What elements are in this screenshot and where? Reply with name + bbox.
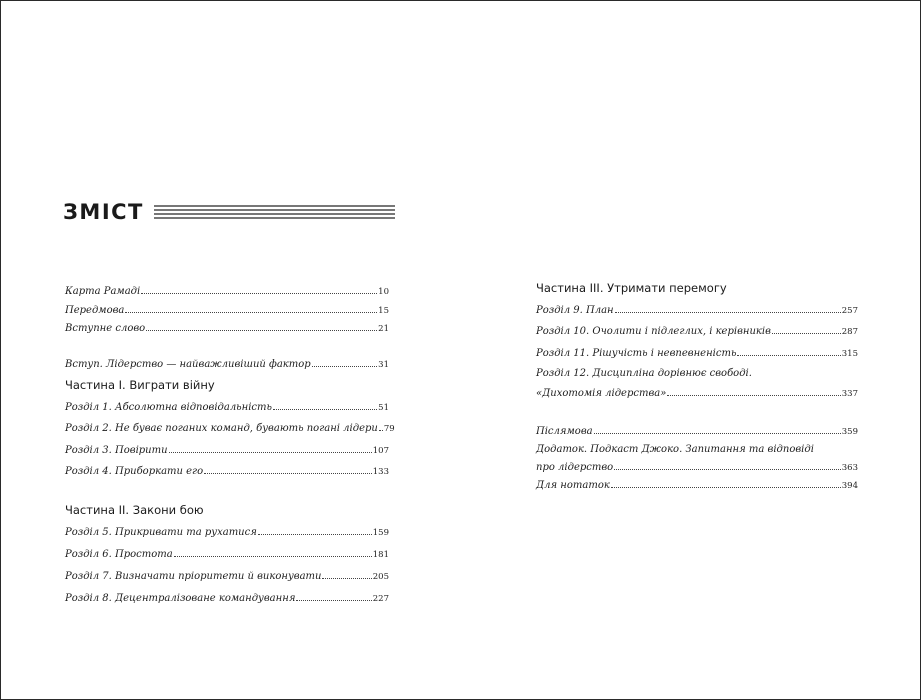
toc-entry-chapter-4[interactable]: Розділ 4. Приборкати его 133: [65, 466, 389, 477]
toc-entry-appendix-title[interactable]: Додаток. Подкаст Джоко. Запитання та відповіді: [536, 444, 814, 455]
toc-entry-chapter-9[interactable]: Розділ 9. План 257: [536, 305, 858, 316]
toc-entry-foreword[interactable]: Вступне слово 21: [65, 323, 389, 334]
toc-entry-notes[interactable]: Для нотаток 394: [536, 480, 858, 491]
part-1-heading: Частина І. Виграти війну: [65, 378, 215, 392]
toc-entry-chapter-11[interactable]: Розділ 11. Рішучість і невпевненість 315: [536, 348, 858, 359]
page-title: ЗМІСТ: [63, 200, 144, 224]
toc-entry-chapter-12-title[interactable]: Розділ 12. Дисципліна дорівнює свободі.: [536, 368, 752, 379]
toc-entry-chapter-10[interactable]: Розділ 10. Очолити і підлеглих, і керівників 287: [536, 326, 858, 337]
title-decorative-lines: [154, 203, 395, 221]
toc-entry-chapter-6[interactable]: Розділ 6. Простота 181: [65, 549, 389, 560]
toc-entry-introduction[interactable]: Вступ. Лідерство — найважливіший фактор 31: [65, 359, 389, 370]
toc-entry-ramadi-map[interactable]: Карта Рамаді 10: [65, 286, 389, 297]
toc-entry-afterword[interactable]: Післямова 359: [536, 426, 858, 437]
toc-entry-appendix[interactable]: про лідерство 363: [536, 462, 858, 473]
toc-entry-chapter-3[interactable]: Розділ 3. Повірити 107: [65, 445, 389, 456]
part-2-heading: Частина ІІ. Закони бою: [65, 503, 204, 517]
toc-entry-chapter-12[interactable]: «Дихотомія лідерства» 337: [536, 388, 858, 399]
toc-entry-chapter-8[interactable]: Розділ 8. Децентралізоване командування 227: [65, 593, 389, 604]
toc-entry-chapter-1[interactable]: Розділ 1. Абсолютна відповідальність 51: [65, 402, 389, 413]
toc-entry-chapter-7[interactable]: Розділ 7. Визначати пріоритети й виконувати 205: [65, 571, 389, 582]
toc-entry-chapter-5[interactable]: Розділ 5. Прикривати та рухатися 159: [65, 527, 389, 538]
part-3-heading: Частина ІІІ. Утримати перемогу: [536, 281, 727, 295]
toc-entry-chapter-2[interactable]: Розділ 2. Не буває поганих команд, бувають погані лідери 79: [65, 423, 395, 434]
toc-entry-preface[interactable]: Передмова 15: [65, 305, 389, 316]
contents-header: [63, 200, 395, 224]
